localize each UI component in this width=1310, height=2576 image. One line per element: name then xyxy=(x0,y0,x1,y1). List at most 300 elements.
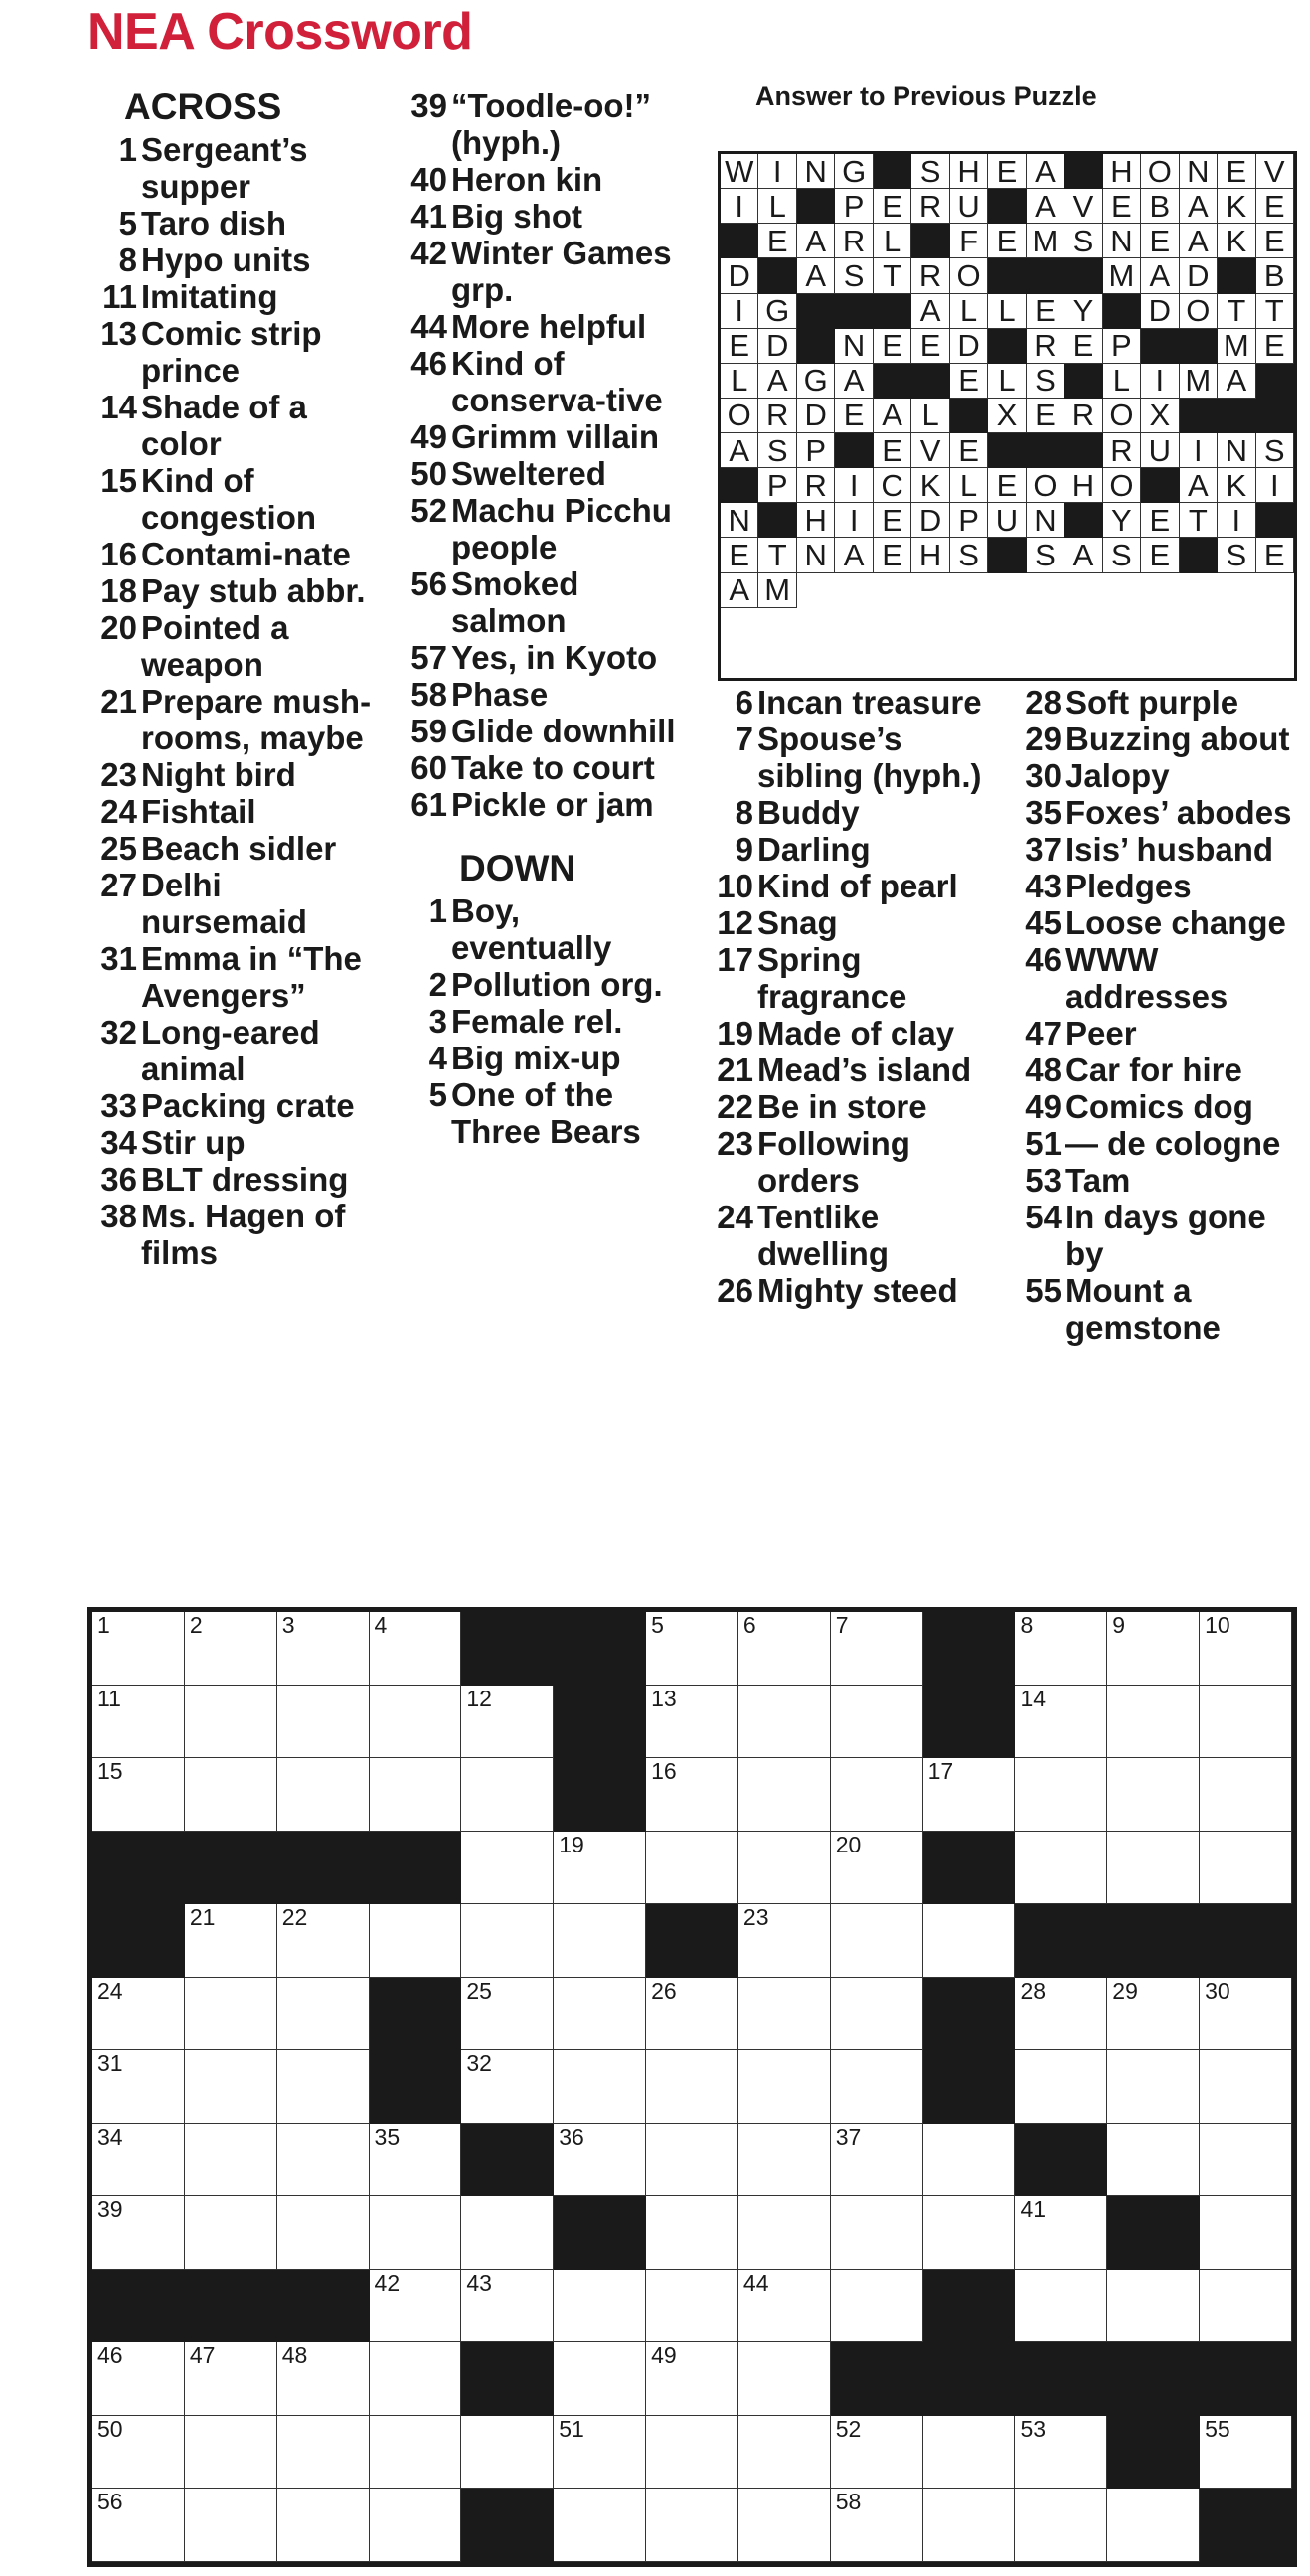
block-cell xyxy=(554,1758,646,1832)
answer-letter-cell: E xyxy=(1103,189,1141,224)
grid-cell[interactable] xyxy=(277,1612,370,1686)
grid-cell[interactable] xyxy=(738,2416,831,2490)
clue-text: Smoked salmon xyxy=(451,565,579,639)
grid-cell[interactable] xyxy=(1107,2124,1200,2197)
grid-cell[interactable] xyxy=(646,2489,738,2562)
clue-item xyxy=(80,793,378,830)
clue-text: Female rel. xyxy=(451,1003,623,1040)
answer-letter-cell: O xyxy=(721,399,758,433)
grid-cell[interactable] xyxy=(461,1686,554,1759)
grid-cell[interactable] xyxy=(370,2489,462,2562)
grid-cell[interactable] xyxy=(277,2196,370,2270)
cell-number: 56 xyxy=(97,2489,123,2515)
grid-cell[interactable] xyxy=(554,1904,646,1978)
grid-cell[interactable] xyxy=(185,1686,277,1759)
answer-block-cell xyxy=(988,189,1026,224)
answer-letter-cell: P xyxy=(758,468,796,503)
clue-text: Kind of congestion xyxy=(141,462,317,536)
clue-number: 36 xyxy=(100,1161,137,1198)
block-cell xyxy=(461,2124,554,2197)
clue-item xyxy=(390,492,688,565)
answer-block-cell xyxy=(1064,503,1102,538)
answer-block-cell xyxy=(835,433,873,468)
clue-item xyxy=(1004,1051,1307,1088)
answer-letter-cell: P xyxy=(797,433,835,468)
answer-letter-cell: E xyxy=(1256,189,1294,224)
grid-cell[interactable] xyxy=(831,1758,923,1832)
clue-text: In days gone by xyxy=(1065,1199,1266,1272)
clue-text: Delhi nursemaid xyxy=(141,867,307,940)
cell-number: 7 xyxy=(835,1612,849,1638)
grid-cell[interactable] xyxy=(738,1686,831,1759)
crossword-grid[interactable] xyxy=(87,1607,1297,2567)
clue-number: 47 xyxy=(1025,1015,1062,1051)
clue-item xyxy=(1004,757,1307,794)
grid-cell[interactable] xyxy=(738,1612,831,1686)
block-cell xyxy=(554,2196,646,2270)
grid-cell[interactable] xyxy=(646,1612,738,1686)
down-heading: DOWN xyxy=(459,848,576,888)
grid-cell[interactable] xyxy=(923,2124,1016,2197)
answer-letter-cell: E xyxy=(758,224,796,258)
grid-cell[interactable] xyxy=(646,1978,738,2051)
grid-cell[interactable] xyxy=(1015,2416,1107,2490)
clue-text: Sweltered xyxy=(451,455,606,492)
grid-cell[interactable] xyxy=(277,1978,370,2051)
grid-cell[interactable] xyxy=(554,2050,646,2124)
grid-cell[interactable] xyxy=(1107,1832,1200,1905)
answer-letter-cell: O xyxy=(950,258,988,293)
cell-number: 16 xyxy=(651,1758,677,1785)
clue-item xyxy=(696,721,1002,794)
block-cell xyxy=(923,2342,1016,2416)
clue-item xyxy=(696,868,1002,904)
clue-text: WWW addresses xyxy=(1065,941,1228,1015)
answer-letter-cell: K xyxy=(911,468,949,503)
grid-cell[interactable] xyxy=(831,1832,923,1905)
grid-cell[interactable] xyxy=(646,2124,738,2197)
clue-number: 52 xyxy=(410,492,447,529)
clue-text: Buddy xyxy=(757,794,860,831)
grid-cell[interactable] xyxy=(554,2270,646,2343)
grid-cell[interactable] xyxy=(1107,1758,1200,1832)
grid-cell[interactable] xyxy=(831,2416,923,2490)
grid-cell[interactable] xyxy=(646,2050,738,2124)
grid-cell[interactable] xyxy=(554,1978,646,2051)
answer-letter-cell: B xyxy=(1141,189,1179,224)
grid-cell[interactable] xyxy=(1200,1758,1292,1832)
grid-cell[interactable] xyxy=(831,1978,923,2051)
answer-letter-cell: N xyxy=(1218,433,1255,468)
clue-number: 58 xyxy=(410,676,447,713)
grid-cell[interactable] xyxy=(646,2416,738,2490)
grid-cell[interactable] xyxy=(554,2342,646,2416)
grid-cell[interactable] xyxy=(370,2124,462,2197)
grid-cell[interactable] xyxy=(277,2489,370,2562)
cell-number: 43 xyxy=(466,2269,492,2296)
grid-cell[interactable] xyxy=(277,2416,370,2490)
grid-cell[interactable] xyxy=(923,1904,1016,1978)
clue-number: 22 xyxy=(717,1088,753,1125)
grid-cell[interactable] xyxy=(831,1686,923,1759)
grid-cell[interactable] xyxy=(185,1612,277,1686)
grid-cell[interactable] xyxy=(831,2050,923,2124)
grid-cell[interactable] xyxy=(1015,1612,1107,1686)
grid-cell[interactable] xyxy=(185,2050,277,2124)
grid-cell[interactable] xyxy=(185,2124,277,2197)
grid-cell[interactable] xyxy=(554,1832,646,1905)
answer-block-cell xyxy=(1064,433,1102,468)
grid-cell[interactable] xyxy=(92,1686,185,1759)
clue-number: 35 xyxy=(1025,794,1062,831)
previous-answer-title: Answer to Previous Puzzle xyxy=(755,81,1097,111)
cell-number: 3 xyxy=(281,1612,295,1638)
grid-cell[interactable] xyxy=(738,1758,831,1832)
answer-letter-cell: A xyxy=(1027,154,1064,189)
grid-cell[interactable] xyxy=(1200,2416,1292,2490)
answer-letter-cell: D xyxy=(721,258,758,293)
clue-number: 5 xyxy=(428,1076,447,1113)
grid-cell[interactable] xyxy=(92,2124,185,2197)
block-cell xyxy=(1107,2342,1200,2416)
clue-text: Glide downhill xyxy=(451,713,676,749)
grid-cell[interactable] xyxy=(1015,2270,1107,2343)
grid-cell[interactable] xyxy=(1200,1832,1292,1905)
cell-number: 36 xyxy=(559,2123,584,2150)
grid-cell[interactable] xyxy=(1200,1978,1292,2051)
clue-text: Tentlike dwelling xyxy=(757,1199,889,1272)
answer-letter-cell: Y xyxy=(1103,503,1141,538)
grid-cell[interactable] xyxy=(738,2270,831,2343)
answer-block-cell xyxy=(874,364,911,399)
grid-cell[interactable] xyxy=(646,2270,738,2343)
grid-cell[interactable] xyxy=(923,2489,1016,2562)
answer-block-cell xyxy=(797,294,835,329)
cell-number: 13 xyxy=(651,1685,677,1711)
grid-cell[interactable] xyxy=(738,2124,831,2197)
cell-number: 22 xyxy=(281,1904,308,1931)
grid-cell[interactable] xyxy=(831,1904,923,1978)
answer-block-cell xyxy=(1180,399,1218,433)
grid-cell[interactable] xyxy=(92,1978,185,2051)
clue-item xyxy=(390,235,688,308)
clue-item xyxy=(80,1014,378,1087)
grid-cell[interactable] xyxy=(1200,1686,1292,1759)
clue-item xyxy=(390,308,688,345)
grid-cell[interactable] xyxy=(277,1758,370,1832)
grid-cell[interactable] xyxy=(1015,1758,1107,1832)
block-cell xyxy=(370,1832,462,1905)
clue-text: BLT dressing xyxy=(141,1161,349,1198)
grid-cell[interactable] xyxy=(646,1832,738,1905)
clue-item xyxy=(80,536,378,572)
clue-number: 2 xyxy=(428,966,447,1003)
grid-cell[interactable] xyxy=(1015,2050,1107,2124)
grid-cell[interactable] xyxy=(646,2342,738,2416)
grid-cell[interactable] xyxy=(738,2196,831,2270)
answer-block-cell xyxy=(835,294,873,329)
grid-cell[interactable] xyxy=(277,1904,370,1978)
grid-cell[interactable] xyxy=(831,2489,923,2562)
grid-cell[interactable] xyxy=(923,2416,1016,2490)
clue-text: Be in store xyxy=(757,1088,927,1125)
clue-text: Taro dish xyxy=(141,205,287,242)
block-cell xyxy=(185,1832,277,1905)
answer-block-cell xyxy=(911,224,949,258)
block-cell xyxy=(461,1612,554,1686)
grid-cell[interactable] xyxy=(1015,2489,1107,2562)
block-cell xyxy=(370,1978,462,2051)
clue-number: 49 xyxy=(1025,1088,1062,1125)
grid-cell[interactable] xyxy=(461,1978,554,2051)
block-cell xyxy=(646,1904,738,1978)
grid-cell[interactable] xyxy=(370,2270,462,2343)
grid-cell[interactable] xyxy=(831,2270,923,2343)
cell-number: 24 xyxy=(97,1977,123,2004)
clue-item xyxy=(1004,1015,1307,1051)
grid-cell[interactable] xyxy=(461,1758,554,1832)
clue-item xyxy=(1004,1088,1307,1125)
clue-item xyxy=(390,966,688,1003)
grid-cell[interactable] xyxy=(185,1758,277,1832)
clue-text: Long-eared animal xyxy=(141,1014,320,1087)
grid-cell[interactable] xyxy=(370,2342,462,2416)
clue-number: 19 xyxy=(717,1015,753,1051)
clue-item xyxy=(390,676,688,713)
grid-cell[interactable] xyxy=(185,2342,277,2416)
grid-cell[interactable] xyxy=(461,2270,554,2343)
clue-number: 57 xyxy=(410,639,447,676)
answer-block-cell xyxy=(874,154,911,189)
cell-number: 42 xyxy=(374,2269,401,2296)
clue-text: Kind of pearl xyxy=(757,868,958,904)
grid-cell[interactable] xyxy=(1015,1686,1107,1759)
answer-block-cell xyxy=(1141,468,1179,503)
previous-answer-grid xyxy=(718,151,1297,681)
clue-text: Made of clay xyxy=(757,1015,955,1051)
clue-text: Comic strip prince xyxy=(141,315,322,389)
clue-item xyxy=(80,1124,378,1161)
grid-cell[interactable] xyxy=(461,1832,554,1905)
clue-text: Mount a gemstone xyxy=(1065,1272,1221,1346)
clue-item xyxy=(696,831,1002,868)
answer-letter-cell: M xyxy=(758,573,796,608)
clue-text: Grimm villain xyxy=(451,418,660,455)
cell-number: 46 xyxy=(97,2342,123,2369)
grid-cell[interactable] xyxy=(646,2196,738,2270)
grid-cell[interactable] xyxy=(92,1612,185,1686)
grid-cell[interactable] xyxy=(554,2489,646,2562)
grid-cell[interactable] xyxy=(646,1686,738,1759)
answer-letter-cell: O xyxy=(1027,468,1064,503)
clue-text: Night bird xyxy=(141,756,296,793)
block-cell xyxy=(554,1686,646,1759)
grid-cell[interactable] xyxy=(461,2050,554,2124)
grid-cell[interactable] xyxy=(554,2416,646,2490)
block-cell xyxy=(831,2342,923,2416)
block-cell xyxy=(92,2270,185,2343)
clue-item xyxy=(696,1088,1002,1125)
page-title: NEA Crossword xyxy=(87,3,473,61)
grid-cell[interactable] xyxy=(831,1612,923,1686)
answer-block-cell xyxy=(721,224,758,258)
grid-cell[interactable] xyxy=(370,1904,462,1978)
grid-cell[interactable] xyxy=(1107,1978,1200,2051)
grid-cell[interactable] xyxy=(277,2050,370,2124)
answer-letter-cell: S xyxy=(911,154,949,189)
grid-cell[interactable] xyxy=(185,2489,277,2562)
cell-number: 49 xyxy=(651,2342,677,2369)
answer-letter-cell: V xyxy=(1256,154,1294,189)
grid-cell[interactable] xyxy=(185,1978,277,2051)
clue-text: Foxes’ abodes xyxy=(1065,794,1292,831)
grid-cell[interactable] xyxy=(831,2124,923,2197)
answer-block-cell xyxy=(874,294,911,329)
clue-text: Shade of a color xyxy=(141,389,307,462)
clue-number: 16 xyxy=(100,536,137,572)
clue-text: Isis’ husband xyxy=(1065,831,1274,868)
grid-cell[interactable] xyxy=(277,2124,370,2197)
clue-number: 8 xyxy=(735,794,753,831)
cell-number: 23 xyxy=(742,1904,769,1931)
answer-letter-cell: S xyxy=(1064,224,1102,258)
clue-number: 59 xyxy=(410,713,447,749)
grid-cell[interactable] xyxy=(1200,2050,1292,2124)
grid-cell[interactable] xyxy=(1200,2124,1292,2197)
grid-cell[interactable] xyxy=(92,2050,185,2124)
grid-cell[interactable] xyxy=(738,1904,831,1978)
clue-number: 34 xyxy=(100,1124,137,1161)
grid-cell[interactable] xyxy=(277,1686,370,1759)
grid-cell[interactable] xyxy=(738,1978,831,2051)
grid-cell[interactable] xyxy=(92,2342,185,2416)
clue-text: Incan treasure xyxy=(757,684,982,721)
clue-number: 12 xyxy=(717,904,753,941)
grid-cell[interactable] xyxy=(923,1758,1016,1832)
clue-text: Tam xyxy=(1065,1162,1131,1199)
grid-cell[interactable] xyxy=(1200,1612,1292,1686)
grid-cell[interactable] xyxy=(923,2196,1016,2270)
grid-cell[interactable] xyxy=(370,2196,462,2270)
clue-number: 56 xyxy=(410,565,447,602)
answer-letter-cell: O xyxy=(1103,468,1141,503)
clue-item xyxy=(1004,794,1307,831)
clue-item xyxy=(390,565,688,639)
clue-number: 25 xyxy=(100,830,137,867)
answer-letter-cell: F xyxy=(950,224,988,258)
grid-cell[interactable] xyxy=(277,2342,370,2416)
clue-item xyxy=(390,1040,688,1076)
clue-text: Spring fragrance xyxy=(757,941,907,1015)
answer-letter-cell: E xyxy=(1141,503,1179,538)
answer-letter-cell: S xyxy=(1256,433,1294,468)
grid-cell[interactable] xyxy=(92,2196,185,2270)
cell-number: 29 xyxy=(1112,1977,1138,2004)
grid-cell[interactable] xyxy=(738,2342,831,2416)
grid-cell[interactable] xyxy=(1107,1686,1200,1759)
answer-block-cell xyxy=(1218,399,1255,433)
answer-letter-cell: N xyxy=(835,329,873,364)
answer-letter-cell: D xyxy=(1180,258,1218,293)
answer-block-cell xyxy=(758,503,796,538)
answer-letter-cell: R xyxy=(835,224,873,258)
grid-cell[interactable] xyxy=(370,1612,462,1686)
grid-cell[interactable] xyxy=(461,2416,554,2490)
answer-letter-cell: S xyxy=(950,538,988,572)
clue-column-4 xyxy=(1004,684,1307,1346)
grid-cell[interactable] xyxy=(646,1758,738,1832)
cell-number: 10 xyxy=(1205,1612,1230,1638)
answer-letter-cell: U xyxy=(950,189,988,224)
grid-cell[interactable] xyxy=(1107,2489,1200,2562)
grid-cell[interactable] xyxy=(370,2416,462,2490)
clue-number: 24 xyxy=(717,1199,753,1235)
across-heading: ACROSS xyxy=(124,86,282,127)
grid-cell[interactable] xyxy=(554,2124,646,2197)
grid-cell[interactable] xyxy=(738,2050,831,2124)
answer-letter-cell: K xyxy=(1218,189,1255,224)
clue-number: 46 xyxy=(410,345,447,382)
clue-number: 46 xyxy=(1025,941,1062,978)
grid-cell[interactable] xyxy=(92,2416,185,2490)
clue-text: “Toodle-oo!” (hyph.) xyxy=(451,87,651,161)
block-cell xyxy=(277,1832,370,1905)
clue-number: 54 xyxy=(1025,1199,1062,1235)
grid-cell[interactable] xyxy=(1200,2270,1292,2343)
grid-cell[interactable] xyxy=(1015,1978,1107,2051)
block-cell xyxy=(1015,2342,1107,2416)
cell-number: 11 xyxy=(97,1685,121,1711)
grid-cell[interactable] xyxy=(185,2196,277,2270)
answer-letter-cell: X xyxy=(1141,399,1179,433)
answer-block-cell xyxy=(1180,538,1218,572)
grid-cell[interactable] xyxy=(185,2416,277,2490)
grid-cell[interactable] xyxy=(370,1686,462,1759)
grid-cell[interactable] xyxy=(461,2196,554,2270)
answer-letter-cell: E xyxy=(1064,329,1102,364)
grid-cell[interactable] xyxy=(92,1758,185,1832)
answer-block-cell xyxy=(721,468,758,503)
clue-text: Contami-nate xyxy=(141,536,351,572)
grid-cell[interactable] xyxy=(1107,2270,1200,2343)
answer-letter-cell: P xyxy=(1103,329,1141,364)
grid-cell[interactable] xyxy=(92,2489,185,2562)
clue-text: Mead’s island xyxy=(757,1051,972,1088)
grid-cell[interactable] xyxy=(1015,2196,1107,2270)
grid-cell[interactable] xyxy=(738,1832,831,1905)
answer-letter-cell: L xyxy=(988,364,1026,399)
grid-cell[interactable] xyxy=(1015,1832,1107,1905)
grid-cell[interactable] xyxy=(738,2489,831,2562)
clue-item xyxy=(696,1199,1002,1272)
answer-letter-cell: O xyxy=(1103,399,1141,433)
grid-cell[interactable] xyxy=(1200,2196,1292,2270)
grid-cell[interactable] xyxy=(1107,1612,1200,1686)
grid-cell[interactable] xyxy=(185,1904,277,1978)
answer-letter-cell: P xyxy=(835,189,873,224)
clue-number: 31 xyxy=(100,940,137,977)
clue-number: 7 xyxy=(735,721,753,757)
grid-cell[interactable] xyxy=(461,1904,554,1978)
grid-cell[interactable] xyxy=(370,1758,462,1832)
clue-item xyxy=(80,389,378,462)
answer-letter-cell: K xyxy=(1218,224,1255,258)
grid-cell[interactable] xyxy=(831,2196,923,2270)
clue-number: 29 xyxy=(1025,721,1062,757)
cell-number: 5 xyxy=(651,1612,664,1638)
answer-letter-cell: E xyxy=(721,538,758,572)
grid-cell[interactable] xyxy=(1107,2050,1200,2124)
